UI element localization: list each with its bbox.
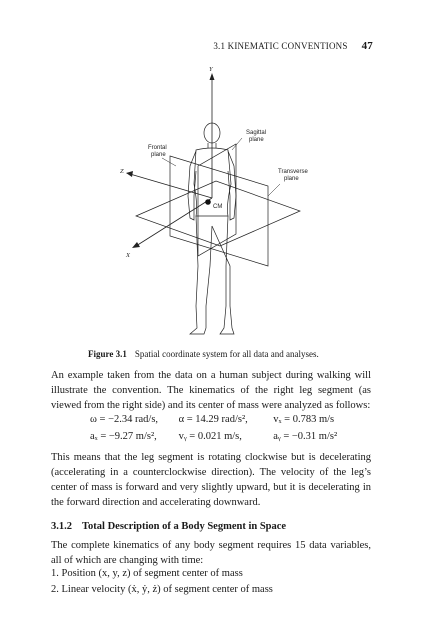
equation-row-1: [90, 414, 334, 425]
figure-3-1: [118, 66, 318, 346]
frontal-leader-line: [162, 158, 176, 166]
ax-value: aₓ = −9.27 m/s²,: [90, 431, 157, 442]
transverse-plane: [136, 181, 300, 246]
section-title: Total Description of a Body Segment in Space: [82, 521, 287, 532]
transverse-plane-label: Transverse: [278, 169, 308, 175]
ay-value: aᵧ = −0.31 m/s²: [273, 431, 338, 442]
paragraph-example-intro: An example taken from the data on a human subject during walking will illustrate the convention. The kinematics of the right leg segment (as viewed from the right side) and its center of mass were analyzed as follows:: [51, 370, 371, 411]
omega-value: ω = −2.34 rad/s,: [90, 414, 159, 425]
y-axis-label: Y: [209, 66, 213, 73]
frontal-plane-label: Frontal: [148, 145, 167, 151]
page-number: 47: [361, 40, 373, 52]
section-heading: [51, 521, 286, 532]
transverse-leader-line: [268, 184, 280, 196]
z-axis-label: Z: [120, 168, 124, 175]
running-header: [213, 40, 373, 52]
section-number: 3.1.2: [51, 521, 72, 532]
vx-value: vₓ = 0.783 m/s: [273, 414, 335, 425]
sagittal-plane-label: Sagittal: [246, 130, 267, 136]
figure-caption-label: Figure 3.1: [88, 349, 127, 359]
frontal-plane: [170, 156, 268, 266]
z-axis-arrow: [126, 171, 133, 177]
sagittal-plane-label-2: plane: [249, 137, 264, 143]
list-item: 2. Linear velocity (ẋ, ẏ, ż) of segment center of mass: [51, 584, 273, 595]
figure-caption-text: Spatial coordinate system for all data and analyses.: [134, 349, 319, 359]
z-axis-line: [130, 174, 212, 198]
transverse-plane-label-2: plane: [284, 176, 299, 182]
frontal-plane-label-2: plane: [151, 152, 166, 158]
list-item: 1. Position (x, y, z) of segment center of mass: [51, 568, 243, 579]
sagittal-leader-line: [232, 138, 242, 150]
cm-label: CM: [213, 204, 223, 210]
alpha-value: α = 14.29 rad/s²,: [178, 414, 248, 425]
paragraph-interpretation: This means that the leg segment is rotating clockwise but is decelerating (accelerating in a counterclockwise direction). The velocity of the leg’s center of mass is forward and very slightly upward, but it is decelerating in the forward direction and accelerating downward.: [51, 452, 371, 508]
y-axis-arrow: [210, 73, 215, 80]
figure-caption: [88, 349, 378, 359]
coordinate-system-diagram: [118, 66, 318, 346]
header-section-title: 3.1 KINEMATIC CONVENTIONS: [213, 41, 348, 51]
x-axis-label: X: [126, 252, 130, 259]
x-axis-arrow: [132, 242, 140, 248]
equation-row-2: [90, 431, 337, 442]
variables-list: [51, 566, 273, 598]
paragraph-15-variables: The complete kinematics of any body segment requires 15 data variables, all of which are changing with time:: [51, 540, 371, 566]
center-of-mass-dot: [205, 199, 211, 205]
vy-value: vᵧ = 0.021 m/s,: [178, 431, 242, 442]
